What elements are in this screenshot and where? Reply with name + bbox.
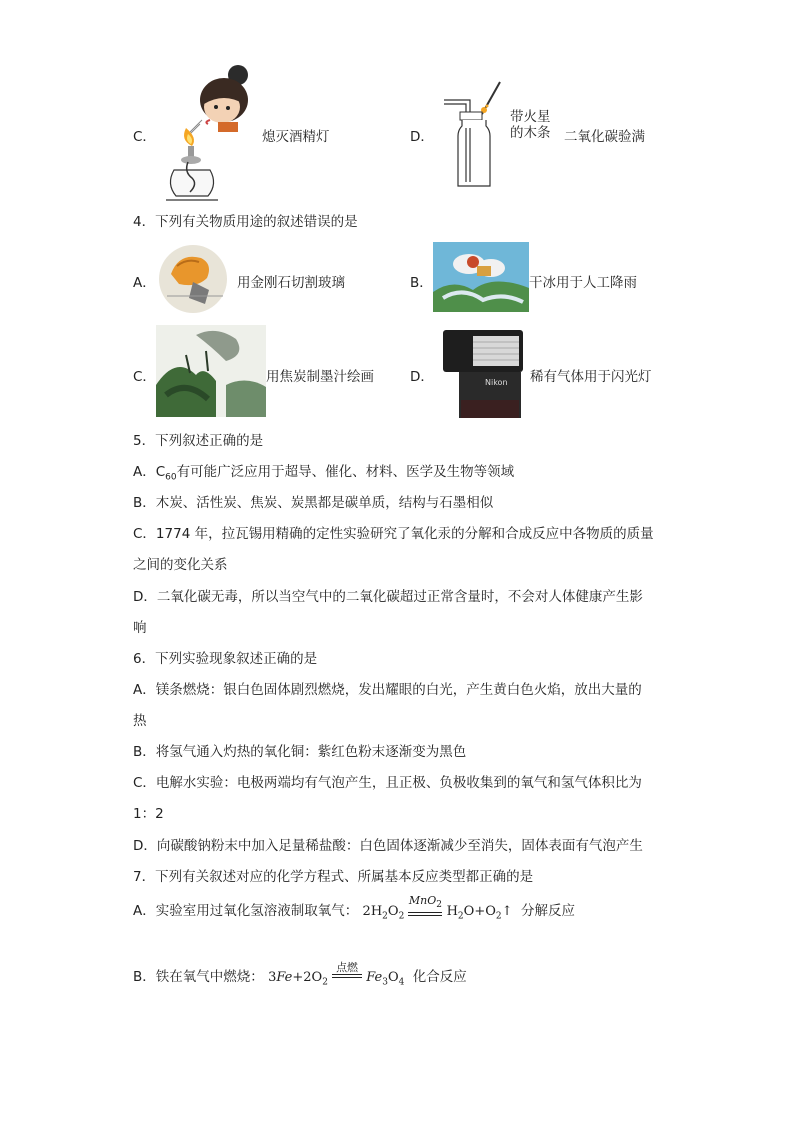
q4-option-c-letter: C． (133, 369, 156, 385)
q3-option-d-letter: D． (410, 129, 434, 145)
q4-option-a-caption: 用金刚石切割玻璃 (237, 275, 345, 291)
equation-b: $3Fe+2O_2$ 点燃 $Fe_3O_4$ (268, 960, 405, 988)
q5-stem: 5．下列叙述正确的是 (133, 433, 264, 449)
splint-label-line2: 的木条 (510, 125, 551, 141)
q4-option-d-letter: D． (410, 369, 434, 385)
q7-option-a: A．实验室用过氧化氢溶液制取氧气： $2H_2O_2$ MnO$_2$ $H_2O+O_2↑$ 分解反应 (133, 894, 575, 922)
q4-option-b-letter: B． (410, 275, 433, 291)
q6-option-a-line2: 热 (133, 713, 147, 729)
q5-option-d-line1: D．二氧化碳无毒，所以当空气中的二氧化碳超过正常含量时，不会对人体健康产生影 (133, 589, 643, 605)
q3-option-c-letter: C． (133, 129, 156, 145)
q4-option-c-caption: 用焦炭制墨汁绘画 (266, 369, 374, 385)
q7-stem: 7．下列有关叙述对应的化学方程式、所属基本反应类型都正确的是 (133, 869, 534, 885)
q3-option-c-caption: 熄灭酒精灯 (262, 129, 330, 145)
q5-option-c-line2: 之间的变化关系 (133, 557, 228, 573)
q6-option-b: B．将氢气通入灼热的氧化铜：紫红色粉末逐渐变为黑色 (133, 744, 467, 760)
q6-stem: 6．下列实验现象叙述正确的是 (133, 651, 318, 667)
ink-painting-image (156, 325, 266, 417)
q6-option-c-line1: C．电解水实验：电极两端均有气泡产生，且正极、负极收集到的氧气和氢气体积比为 (133, 775, 642, 791)
q4-stem: 4．下列有关物质用途的叙述错误的是 (133, 214, 358, 230)
flash-brand: Nikon (485, 378, 508, 387)
q4-option-d-caption: 稀有气体用于闪光灯 (530, 369, 652, 385)
splint-label-line1: 带火星 (510, 109, 551, 125)
equation-a: $2H_2O_2$ MnO$_2$ $H_2O+O_2↑$ (362, 894, 513, 922)
extinguish-lamp-image (152, 62, 256, 202)
flash-unit-image (439, 326, 527, 418)
cloud-seeding-image (433, 242, 529, 312)
q5-option-c-line1: C．1774 年，拉瓦锡用精确的定性实验研究了氧化汞的分解和合成反应中各物质的质量 (133, 526, 654, 542)
q5-option-b: B．木炭、活性炭、焦炭、炭黑都是碳单质，结构与石墨相似 (133, 495, 494, 511)
q6-option-d: D．向碳酸钠粉末中加入足量稀盐酸：白色固体逐渐减少至消失，固体表面有气泡产生 (133, 838, 643, 854)
q4-option-b-caption: 干冰用于人工降雨 (529, 275, 637, 291)
q7-option-b: B．铁在氧气中燃烧： $3Fe+2O_2$ 点燃 $Fe_3O_4$ 化合反应 (133, 960, 467, 988)
q6-option-a-line1: A．镁条燃烧：银白色固体剧烈燃烧，发出耀眼的白光，产生黄白色火焰，放出大量的 (133, 682, 642, 698)
q4-option-a-letter: A． (133, 275, 156, 291)
q5-option-a: A．$C_{60}$有可能广泛应用于超导、催化、材料、医学及生物等领域 (133, 464, 515, 483)
q3-option-d-caption: 二氧化碳验满 (564, 129, 645, 145)
q5-option-d-line2: 响 (133, 620, 147, 636)
diamond-cutting-image (157, 244, 229, 314)
q6-option-c-line2: 1：2 (133, 806, 164, 822)
gas-bottle-image (440, 78, 508, 190)
